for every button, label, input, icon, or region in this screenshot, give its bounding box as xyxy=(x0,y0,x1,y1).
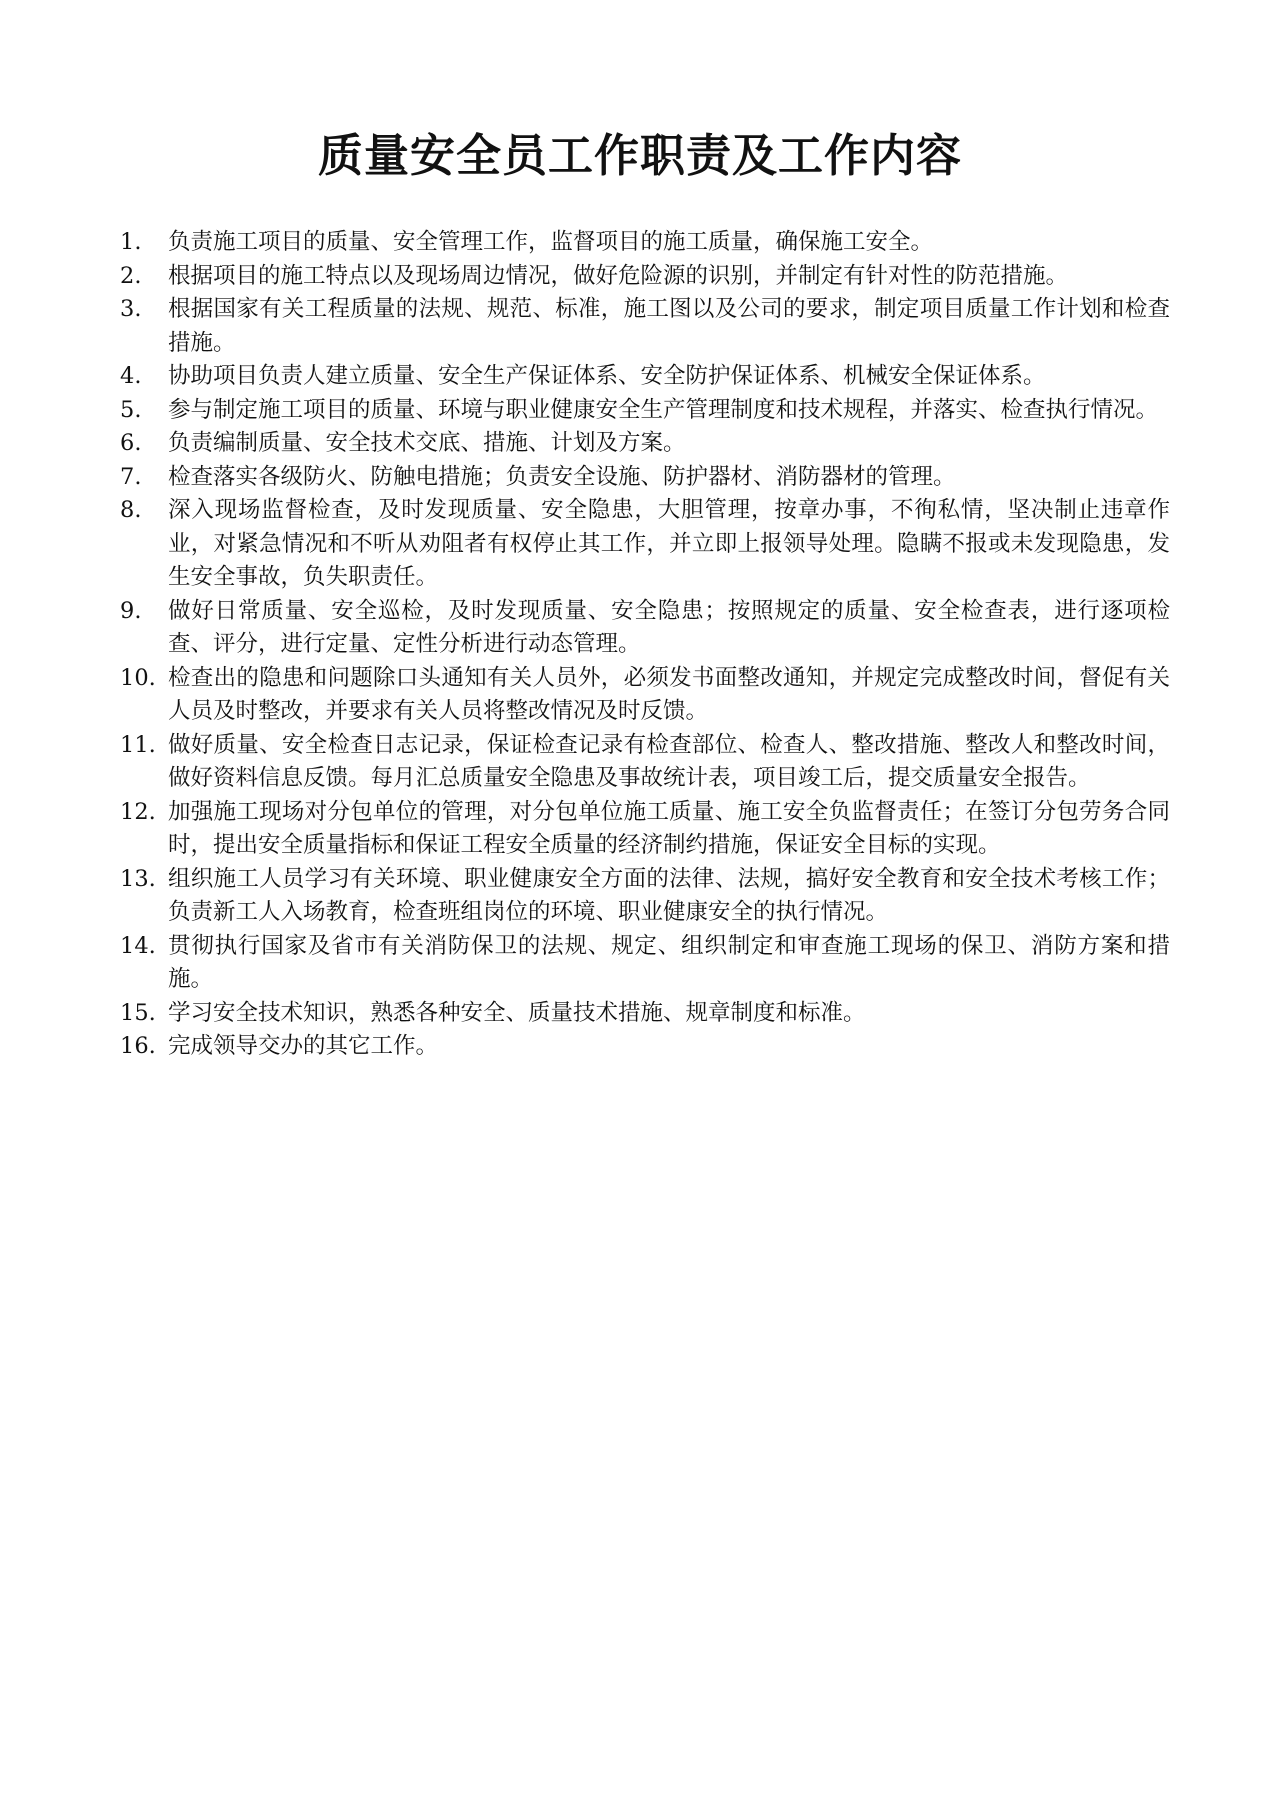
list-item-number: 11. xyxy=(120,731,156,758)
list-item xyxy=(120,427,1170,461)
list-item xyxy=(120,394,1170,428)
list-item xyxy=(120,930,1170,997)
list-item xyxy=(120,360,1170,394)
list-item xyxy=(120,662,1170,729)
list-item-number: 10. xyxy=(120,664,156,691)
list-item-number: 1. xyxy=(120,229,142,255)
list-item-text: 做好日常质量、安全巡检，及时发现质量、安全隐患；按照规定的质量、安全检查表，进行逐项检查、评分，进行定量、定性分析进行动态管理。 xyxy=(168,597,1170,657)
list-item-text: 负责编制质量、安全技术交底、措施、计划及方案。 xyxy=(168,430,686,456)
list-item-text: 参与制定施工项目的质量、环境与职业健康安全生产管理制度和技术规程，并落实、检查执行情况。 xyxy=(168,396,1159,423)
list-item-text: 贯彻执行国家及省市有关消防保卫的法规、规定、组织制定和审查施工现场的保卫、消防方案和措施。 xyxy=(168,932,1170,992)
list-item-text: 加强施工现场对分包单位的管理，对分包单位施工质量、施工安全负监督责任；在签订分包劳务合同时，提出安全质量指标和保证工程安全质量的经济制约措施，保证安全目标的实现。 xyxy=(168,798,1170,858)
list-item xyxy=(120,595,1170,662)
list-item-text: 协助项目负责人建立质量、安全生产保证体系、安全防护保证体系、机械安全保证体系。 xyxy=(168,363,1046,389)
list-item-number: 13. xyxy=(120,865,156,892)
list-item xyxy=(120,226,1170,260)
list-item-number: 6. xyxy=(120,430,142,456)
list-item xyxy=(120,796,1170,863)
list-item-number: 8. xyxy=(120,497,142,523)
duty-list xyxy=(120,226,1170,1064)
list-item-number: 3. xyxy=(120,296,142,322)
list-item-number: 9. xyxy=(120,597,142,624)
list-item xyxy=(120,997,1170,1031)
list-item-text: 负责施工项目的质量、安全管理工作，监督项目的施工质量，确保施工安全。 xyxy=(168,229,934,255)
list-item-text: 学习安全技术知识，熟悉各种安全、质量技术措施、规章制度和标准。 xyxy=(168,999,866,1026)
list-item xyxy=(120,293,1170,360)
list-item-number: 2. xyxy=(120,262,142,289)
list-item xyxy=(120,260,1170,294)
list-item xyxy=(120,1030,1170,1064)
list-item-text: 根据国家有关工程质量的法规、规范、标准，施工图以及公司的要求，制定项目质量工作计划和检查措施。 xyxy=(168,296,1170,356)
list-item-text: 检查落实各级防火、防触电措施；负责安全设施、防护器材、消防器材的管理。 xyxy=(168,463,956,490)
list-item xyxy=(120,461,1170,495)
list-item-text: 深入现场监督检查，及时发现质量、安全隐患，大胆管理，按章办事，不徇私情，坚决制止违章作业，对紧急情况和不听从劝阻者有权停止其工作，并立即上报领导处理。隐瞒不报或未发现隐患，发生安全事故，负失职责任。 xyxy=(168,497,1170,590)
list-item-text: 检查出的隐患和问题除口头通知有关人员外，必须发书面整改通知，并规定完成整改时间，督促有关人员及时整改，并要求有关人员将整改情况及时反馈。 xyxy=(168,664,1170,724)
list-item-number: 7. xyxy=(120,463,142,490)
list-item-text: 完成领导交办的其它工作。 xyxy=(168,1033,439,1059)
list-item-number: 15. xyxy=(120,999,156,1026)
list-item-number: 16. xyxy=(120,1033,156,1059)
document-title: 质量安全员工作职责及工作内容 xyxy=(317,129,962,182)
list-item xyxy=(120,863,1170,930)
list-item xyxy=(120,729,1170,796)
list-item-number: 4. xyxy=(120,363,142,389)
list-item-number: 14. xyxy=(120,932,156,959)
list-item-text: 组织施工人员学习有关环境、职业健康安全方面的法律、法规，搞好安全教育和安全技术考核工作；负责新工人入场教育，检查班组岗位的环境、职业健康安全的执行情况。 xyxy=(168,865,1170,925)
list-item xyxy=(120,494,1170,595)
list-item-text: 根据项目的施工特点以及现场周边情况，做好危险源的识别，并制定有针对性的防范措施。 xyxy=(168,262,1069,289)
list-item-text: 做好质量、安全检查日志记录，保证检查记录有检查部位、检查人、整改措施、整改人和整改时间，做好资料信息反馈。每月汇总质量安全隐患及事故统计表，项目竣工后，提交质量安全报告。 xyxy=(168,731,1170,791)
list-item-number: 5. xyxy=(120,396,142,423)
list-item-number: 12. xyxy=(120,798,156,825)
